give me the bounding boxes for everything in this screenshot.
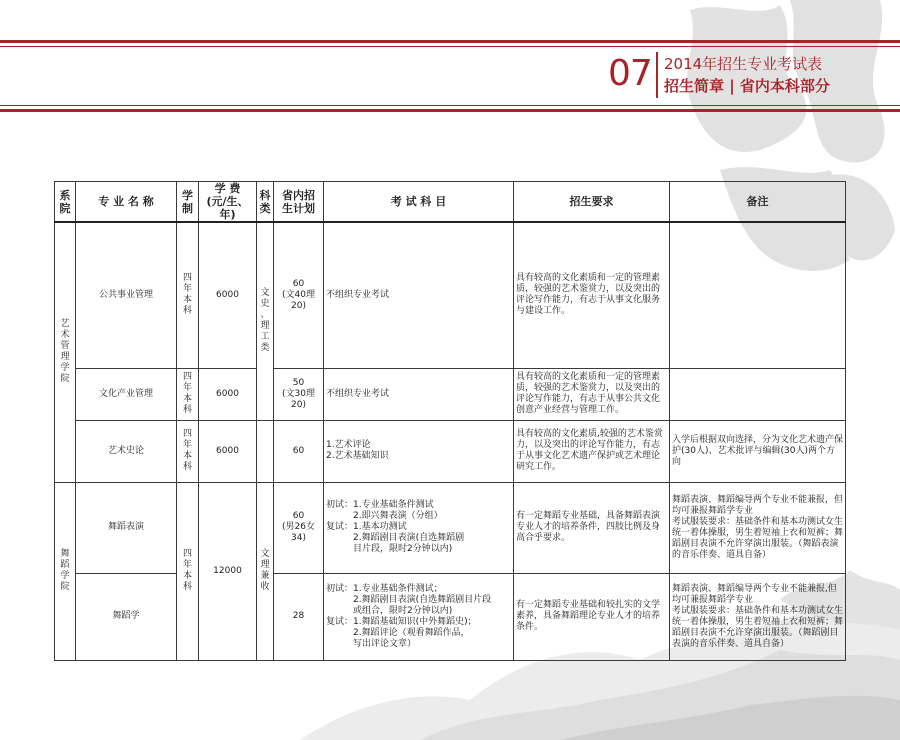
duration-cell: 四 年 本 科 <box>177 222 199 368</box>
fee-cell: 6000 <box>199 222 257 368</box>
col-header-major: 专 业 名 称 <box>76 182 177 223</box>
plan-cell: 28 <box>274 573 324 660</box>
table-header-row <box>55 182 846 223</box>
category-dance: 文 理 兼 收 <box>257 482 274 660</box>
category-art-mgmt: 文 史 、 理 工 类 <box>257 222 274 420</box>
page-subtitle: 招生简章 | 省内本科部分 <box>664 77 830 95</box>
plan-cell: 60 <box>274 420 324 482</box>
dept-art-management: 艺 术 管 理 学 院 <box>55 222 76 482</box>
table-row <box>55 573 846 660</box>
note-cell: 入学后根据双向选择，分为文化艺术遗产保护(30人)、艺术批评与编辑(30人)两个方向 <box>670 420 846 482</box>
exam-cell: 1.艺术评论 2.艺术基础知识 <box>324 420 514 482</box>
plan-cell: 50 (文30理20) <box>274 368 324 420</box>
header-bottom-thin-rule <box>0 105 900 106</box>
table-row <box>55 482 846 573</box>
exam-cell: 初试：1.专业基础条件测试； 2.舞蹈剧目表演(自选舞蹈剧目片段 或组合，限时2分钟以内) 复试：1.舞蹈基础知识(中外舞蹈史)； 2.舞蹈评论（观看舞蹈作品， 写出评论文章） <box>324 573 514 660</box>
note-cell: 舞蹈表演、舞蹈编导两个专业不能兼报，但均可兼报舞蹈学专业 考试服装要求：基础条件和基本功测试女生统一着体操服，男生着短袖上衣和短裤；舞蹈剧目表演不允许穿演出服装。（舞蹈表演的音乐伴奏、道具自备） <box>670 482 846 573</box>
requirement-cell: 有一定舞蹈专业基础，具备舞蹈表演专业人才的培养条件，四肢比例及身高合乎要求。 <box>514 482 670 573</box>
plan-cell: 60 (男26女34) <box>274 482 324 573</box>
fee-cell: 6000 <box>199 368 257 420</box>
exam-cell: 不组织专业考试 <box>324 222 514 368</box>
page-title: 2014年招生专业考试表 <box>664 55 823 73</box>
header-top-rule <box>0 40 900 43</box>
requirement-cell: 具有较高的文化素质和一定的管理素质，较强的艺术鉴赏力，以及突出的评论写作能力，有志于从事公共文化创意产业经营与管理工作。 <box>514 368 670 420</box>
col-header-fee: 学 费 (元/生、年) <box>199 182 257 223</box>
fee-dance: 12000 <box>199 482 257 660</box>
note-cell <box>670 368 846 420</box>
col-header-note: 备注 <box>670 182 846 223</box>
header-bottom-rule <box>0 109 900 112</box>
header-top-thin-rule <box>0 46 900 47</box>
note-cell <box>670 222 846 368</box>
col-header-duration: 学 制 <box>177 182 199 223</box>
requirement-cell: 具有较高的文化素质,较强的艺术鉴赏力，以及突出的评论写作能力，有志于从事文化艺术遗产保护或艺术理论研究工作。 <box>514 420 670 482</box>
note-cell: 舞蹈表演、舞蹈编导两个专业不能兼报,但均可兼报舞蹈学专业 考试服装要求：基础条件和基本功测试女生统一着体操服，男生着短袖上衣和短裤；舞蹈剧目表演不允许穿演出服装。（舞蹈剧目表演的音乐伴奏、道具自备） <box>670 573 846 660</box>
exam-cell: 初试：1.专业基础条件测试 2.即兴舞表演（分组） 复试：1.基本功测试 2.舞蹈剧目表演(自选舞蹈剧 目片段，限时2分钟以内) <box>324 482 514 573</box>
fee-cell: 6000 <box>199 420 257 482</box>
exam-table <box>54 181 846 661</box>
major-cell: 文化产业管理 <box>76 368 177 420</box>
table-row <box>55 420 846 482</box>
requirement-cell: 具有较高的文化素质和一定的管理素质，较强的艺术鉴赏力，以及突出的评论写作能力，有志于从事文化服务与建设工作。 <box>514 222 670 368</box>
dept-dance: 舞 蹈 学 院 <box>55 482 76 660</box>
col-header-category: 科 类 <box>257 182 274 223</box>
header-separator <box>656 52 658 98</box>
major-cell: 艺术史论 <box>76 420 177 482</box>
col-header-plan: 省内招 生计划 <box>274 182 324 223</box>
requirement-cell: 有一定舞蹈专业基础和较扎实的文学素养，具备舞蹈理论专业人才的培养条件。 <box>514 573 670 660</box>
table-row <box>55 368 846 420</box>
table-row <box>55 222 846 368</box>
plan-cell: 60 (文40理20) <box>274 222 324 368</box>
major-cell: 舞蹈学 <box>76 573 177 660</box>
page-number: 07 <box>608 53 652 94</box>
major-cell: 公共事业管理 <box>76 222 177 368</box>
col-header-requirement: 招生要求 <box>514 182 670 223</box>
col-header-dept: 系 院 <box>55 182 76 223</box>
duration-cell: 四 年 本 科 <box>177 368 199 420</box>
major-cell: 舞蹈表演 <box>76 482 177 573</box>
duration-dance: 四 年 本 科 <box>177 482 199 660</box>
exam-cell: 不组织专业考试 <box>324 368 514 420</box>
category-blank-cell <box>257 420 274 482</box>
duration-cell: 四 年 本 科 <box>177 420 199 482</box>
col-header-exam: 考 试 科 目 <box>324 182 514 223</box>
